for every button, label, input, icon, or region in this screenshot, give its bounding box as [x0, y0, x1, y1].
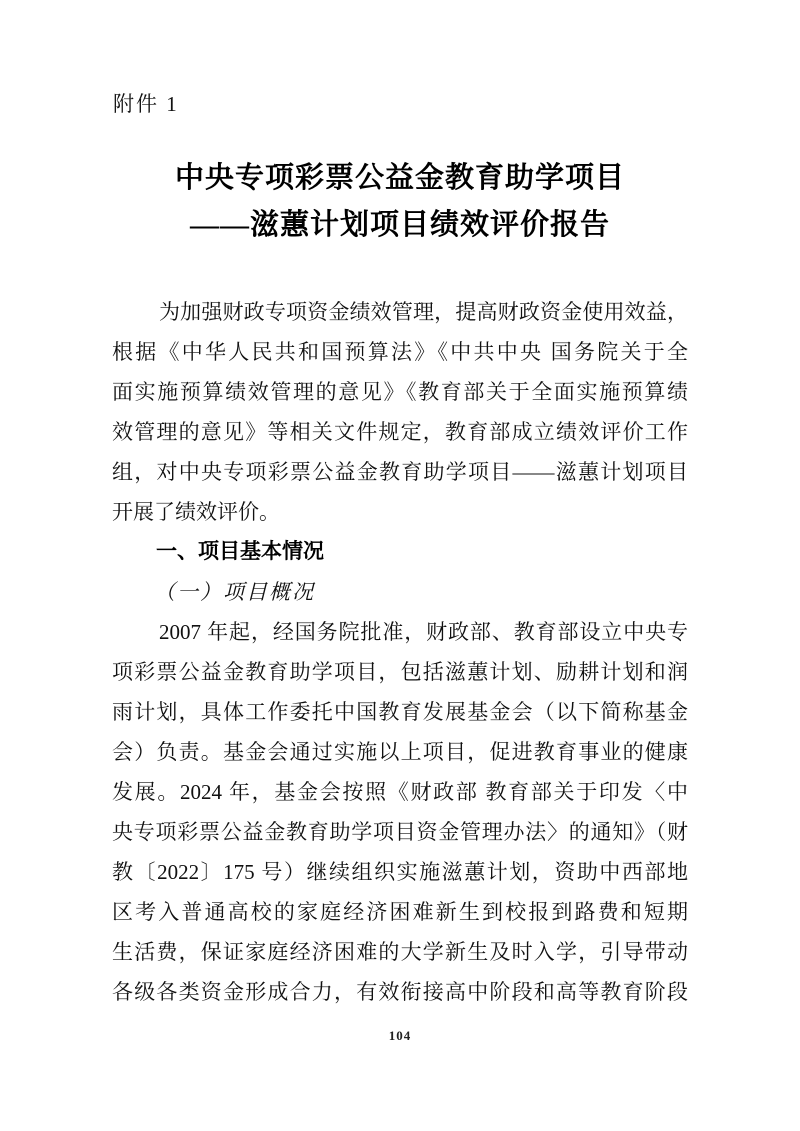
- text-line: 教〔2022〕175 号）继续组织实施滋蕙计划，资助中西部地: [112, 860, 688, 884]
- text-line: 组，对中央专项彩票公益金教育助学项目——滋蕙计划项目: [112, 460, 688, 484]
- text-line: 开展了绩效评价。: [112, 500, 280, 524]
- text-line: 2007 年起，经国务院批准，财政部、教育部设立中央专: [159, 620, 688, 644]
- text-line: 各级各类资金形成合力，有效衔接高中阶段和高等教育阶段: [112, 980, 688, 1004]
- document-body: [112, 292, 688, 1012]
- text-line: 发展。2024 年，基金会按照《财政部 教育部关于印发〈中: [112, 780, 688, 804]
- text-line: 雨计划，具体工作委托中国教育发展基金会（以下简称基金: [112, 700, 688, 724]
- text-line: （一）项目概况: [154, 580, 315, 604]
- text-line: 项彩票公益金教育助学项目，包括滋蕙计划、励耕计划和润: [112, 660, 688, 684]
- document-title-line-2: ——滋蕙计划项目绩效评价报告: [189, 209, 610, 241]
- text-line: 会）负责。基金会通过实施以上项目，促进教育事业的健康: [112, 740, 688, 764]
- text-line: 为加强财政专项资金绩效管理，提高财政资金使用效益，: [159, 300, 688, 324]
- document-title: [0, 155, 800, 249]
- text-line: 区考入普通高校的家庭经济困难新生到校报到路费和短期: [112, 900, 688, 924]
- text-line: 效管理的意见》等相关文件规定，教育部成立绩效评价工作: [112, 420, 688, 444]
- text-line: 面实施预算绩效管理的意见》《教育部关于全面实施预算绩: [112, 380, 688, 404]
- page-number: 104: [388, 1028, 412, 1043]
- text-line: 生活费，保证家庭经济困难的大学新生及时入学，引导带动: [112, 940, 688, 964]
- text-line: 根据《中华人民共和国预算法》《中共中央 国务院关于全: [112, 340, 688, 364]
- document-title-line-1: 中央专项彩票公益金教育助学项目: [174, 162, 625, 194]
- text-line: 央专项彩票公益金教育助学项目资金管理办法〉的通知》（财: [112, 820, 688, 844]
- attachment-label: 附件 1: [113, 92, 179, 116]
- text-line: 一、项目基本情况: [156, 540, 324, 563]
